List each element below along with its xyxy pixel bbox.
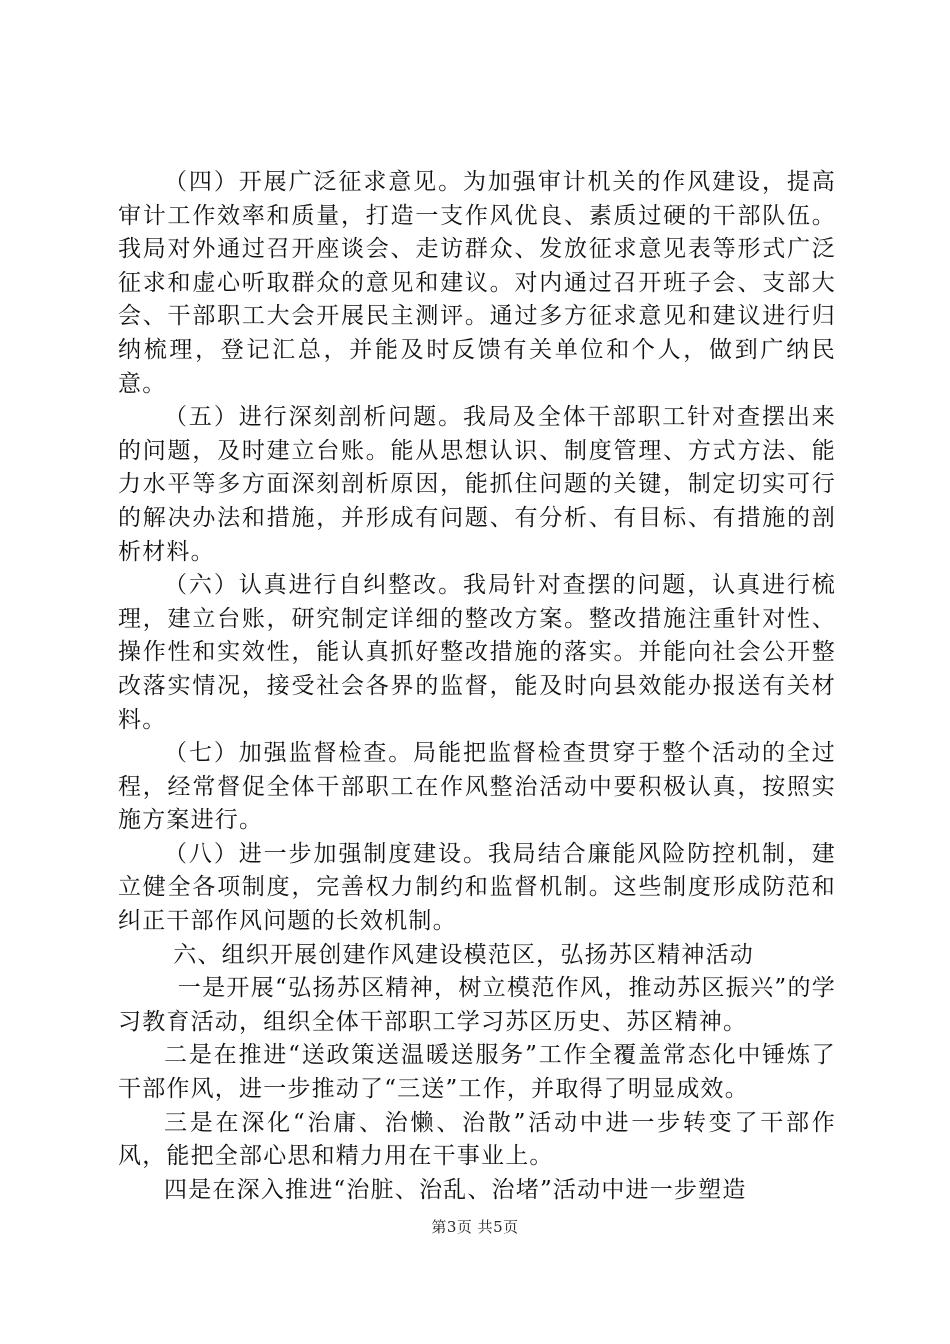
paragraph-item-two: 二是在推进“送政策送温暖送服务”工作全覆盖常态化中锤炼了干部作风，进一步推动了“三送”工作，并取得了明显成效。 (118, 1042, 836, 1103)
document-body (118, 166, 836, 1207)
paragraph-5: （五）进行深刻剖析问题。我局及全体干部职工针对查摆出来的问题，及时建立台账。能从思想认识、制度管理、方式方法、能力水平等多方面深刻剖析原因，能抓住问题的关键，制定切实可行的解决办法和措施，并形成有问题、有分析、有目标、有措施的剖析材料。 (118, 404, 836, 565)
paragraph-6: （六）认真进行自纠整改。我局针对查摆的问题，认真进行梳理，建立台账，研究制定详细的整改方案。整改措施注重针对性、操作性和实效性，能认真抓好整改措施的落实。并能向社会公开整改落实情况，接受社会各界的监督，能及时向县效能办报送有关材料。 (118, 572, 836, 733)
page-number-footer: 第3页 共5页 (431, 1218, 519, 1236)
paragraph-4: （四）开展广泛征求意见。为加强审计机关的作风建设，提高审计工作效率和质量，打造一支作风优良、素质过硬的干部队伍。我局对外通过召开座谈会、走访群众、发放征求意见表等形式广泛征求和虚心听取群众的意见和建议。对内通过召开班子会、支部大会、干部职工大会开展民主测评。通过多方征求意见和建议进行归纳梳理，登记汇总，并能及时反馈有关单位和个人，做到广纳民意。 (118, 169, 836, 397)
paragraph-item-three: 三是在深化“治庸、治懒、治散”活动中进一步转变了干部作风，能把全部心思和精力用在干事业上。 (118, 1109, 836, 1170)
paragraph-item-four: 四是在深入推进“治脏、治乱、治堵”活动中进一步塑造 (164, 1176, 747, 1203)
section-heading-six: 六、组织开展创建作风建设模范区，弘扬苏区精神活动 (173, 941, 754, 968)
paragraph-8: （八）进一步加强制度建设。我局结合廉能风险防控机制，建立健全各项制度，完善权力制约和监督机制。这些制度形成防范和纠正干部作风问题的长效机制。 (118, 840, 836, 935)
paragraph-item-one: 一是开展“弘扬苏区精神，树立模范作风，推动苏区振兴”的学习教育活动，组织全体干部职工学习苏区历史、苏区精神。 (118, 975, 836, 1035)
paragraph-7: （七）加强监督检查。局能把监督检查贯穿于整个活动的全过程，经常督促全体干部职工在作风整治活动中要积极认真，按照实施方案进行。 (118, 740, 836, 834)
